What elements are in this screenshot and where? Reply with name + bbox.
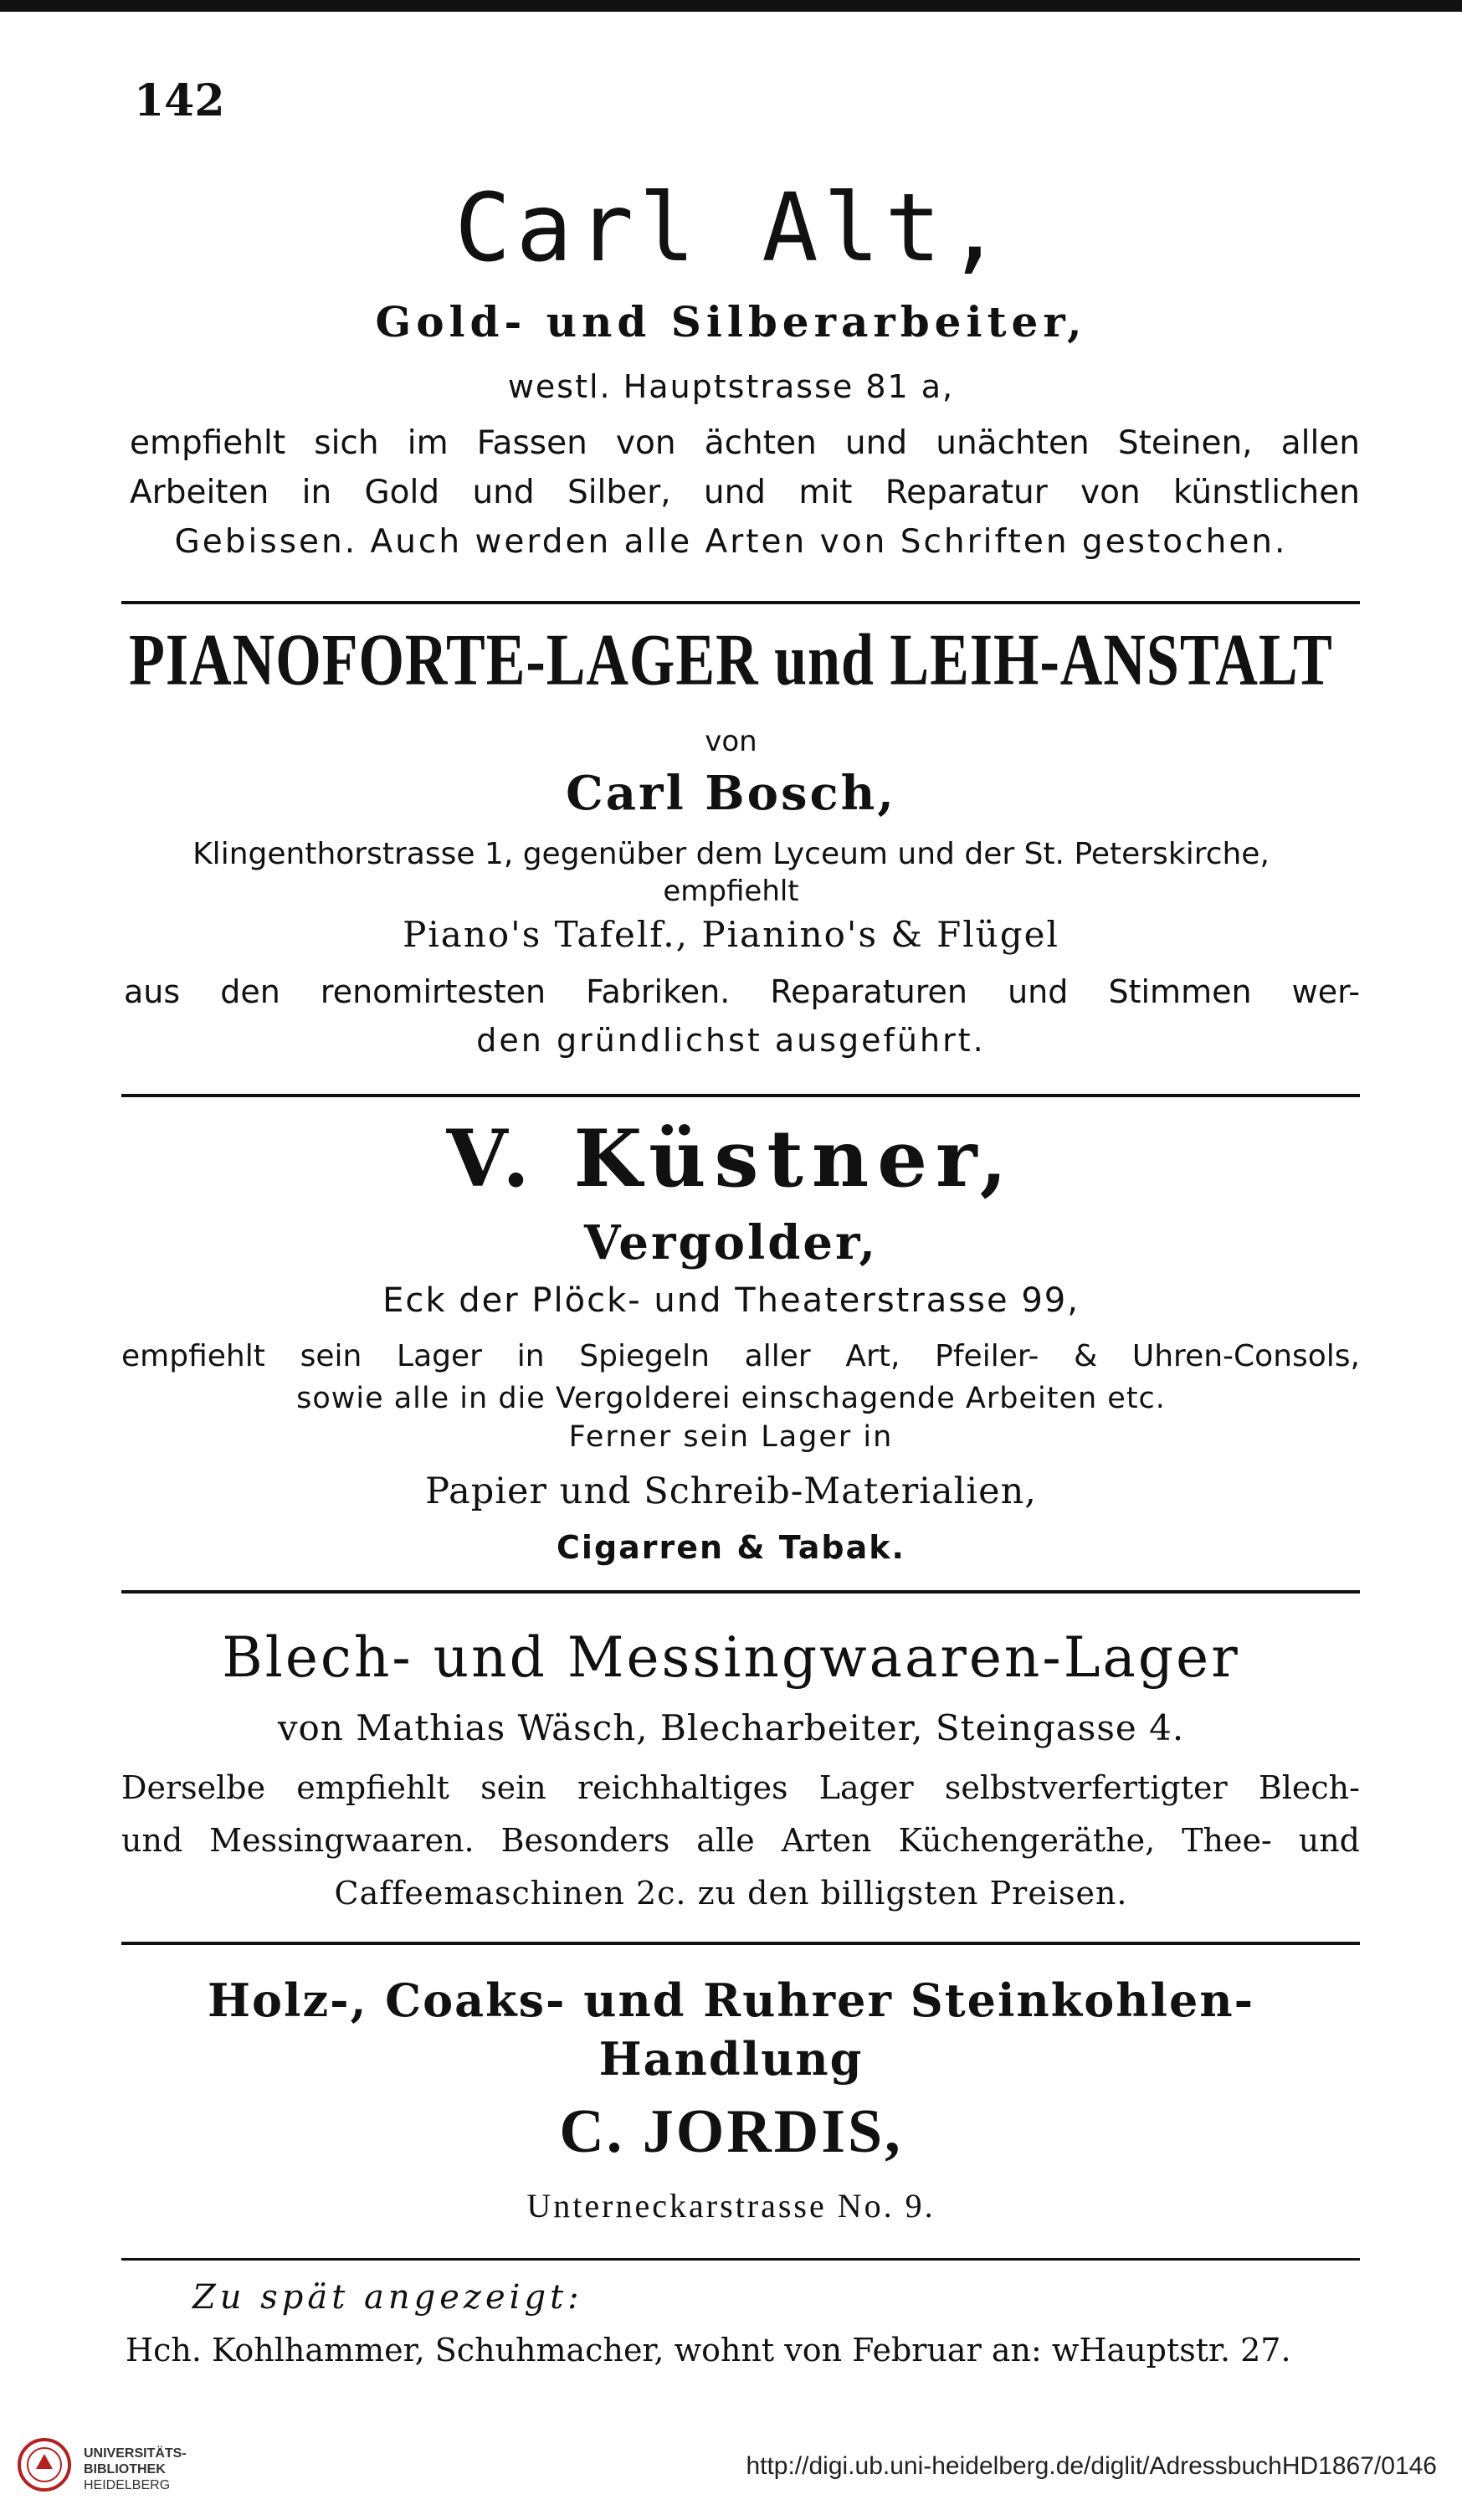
university-seal-icon — [15, 2435, 74, 2494]
ad3-line: Cigarren & Tabak. — [557, 1529, 905, 1566]
ad5-address: Unterneckarstrasse No. 9. — [526, 2187, 936, 2225]
late-notice-entry: Hch. Kohlhammer, Schuhmacher, wohnt von Februar an: wHauptstr. 27. — [126, 2332, 1291, 2369]
ad2-line: den gründlichst ausgeführt. — [476, 1022, 986, 1059]
ad4-line: Derselbe empfiehlt sein reichhaltiges Lager selbstverfertigter Blech- — [121, 1769, 1360, 1806]
ad5-title: Handlung — [598, 2032, 864, 2086]
scan-top-edge — [0, 0, 1462, 12]
ad2-title: PIANOFORTE-LAGER und LEIH-ANSTALT — [129, 620, 1333, 701]
ad3-line: sowie alle in die Vergolderei einschagende Arbeiten etc. — [296, 1382, 1166, 1415]
ad3-profession: Vergolder, — [584, 1215, 878, 1270]
library-name — [84, 2446, 187, 2493]
ad3-line: empfiehlt sein Lager in Spiegeln aller Art, Pfeiler- & Uhren-Consols, — [121, 1339, 1360, 1373]
separator-rule — [121, 1942, 1360, 1945]
separator-rule — [121, 2258, 1360, 2261]
page-number: 142 — [134, 75, 225, 126]
ad5-name: C. JORDIS, — [559, 2097, 903, 2166]
ad2-von: von — [705, 725, 757, 758]
ad3-line: Ferner sein Lager in — [568, 1420, 894, 1454]
ad1-line: Arbeiten in Gold und Silber, und mit Reparatur von künstlichen — [130, 474, 1360, 511]
ad3-line: Papier und Schreib-Materialien, — [425, 1470, 1037, 1512]
ad1-line: empfiehlt sich im Fassen von ächten und unächten Steinen, allen — [130, 424, 1360, 462]
ad3-address: Eck der Plöck- und Theaterstrasse 99, — [382, 1281, 1080, 1320]
ad3-name: V. Küstner, — [446, 1113, 1016, 1205]
separator-rule — [121, 1094, 1360, 1097]
ad1-address: westl. Hauptstrasse 81 a, — [507, 368, 955, 405]
ad1-name: Carl Alt, — [454, 174, 1008, 283]
library-name-line: HEIDELBERG — [84, 2478, 171, 2492]
ad4-line: Caffeemaschinen 2c. zu den billigsten Preisen. — [334, 1875, 1128, 1912]
ad4-byline: von Mathias Wäsch, Blecharbeiter, Steingasse 4. — [277, 1707, 1185, 1748]
ad2-name: Carl Bosch, — [566, 766, 896, 821]
ad1-line: Gebissen. Auch werden alle Arten von Schriften gestochen. — [174, 523, 1288, 561]
ad5-title: Holz-, Coaks- und Ruhrer Steinkohlen- — [207, 1973, 1255, 2027]
separator-rule — [121, 601, 1360, 604]
ad2-line: aus den renomirtesten Fabriken. Reparaturen und Stimmen wer- — [124, 973, 1360, 1010]
source-url-link[interactable]: http://digi.ub.uni-heidelberg.de/diglit/AdressbuchHD1867/0146 — [746, 2452, 1437, 2480]
late-notice-heading: Zu spät angezeigt: — [192, 2278, 583, 2317]
ad4-title: Blech- und Messingwaaren-Lager — [222, 1625, 1240, 1690]
ad2-empfiehlt: empfiehlt — [663, 875, 799, 908]
library-name-line: UNIVERSITÄTS- — [84, 2446, 187, 2461]
ad1-profession: Gold- und Silberarbeiter, — [375, 297, 1087, 346]
ad2-products: Piano's Tafelf., Pianino's & Flügel — [403, 914, 1059, 955]
ad4-line: und Messingwaaren. Besonders alle Arten Küchengeräthe, Thee- und — [121, 1822, 1360, 1859]
library-name-line: BIBLIOTHEK — [84, 2462, 166, 2476]
ad2-address: Klingenthorstrasse 1, gegenüber dem Lyceum und der St. Peterskirche, — [192, 837, 1270, 871]
separator-rule — [121, 1590, 1360, 1594]
